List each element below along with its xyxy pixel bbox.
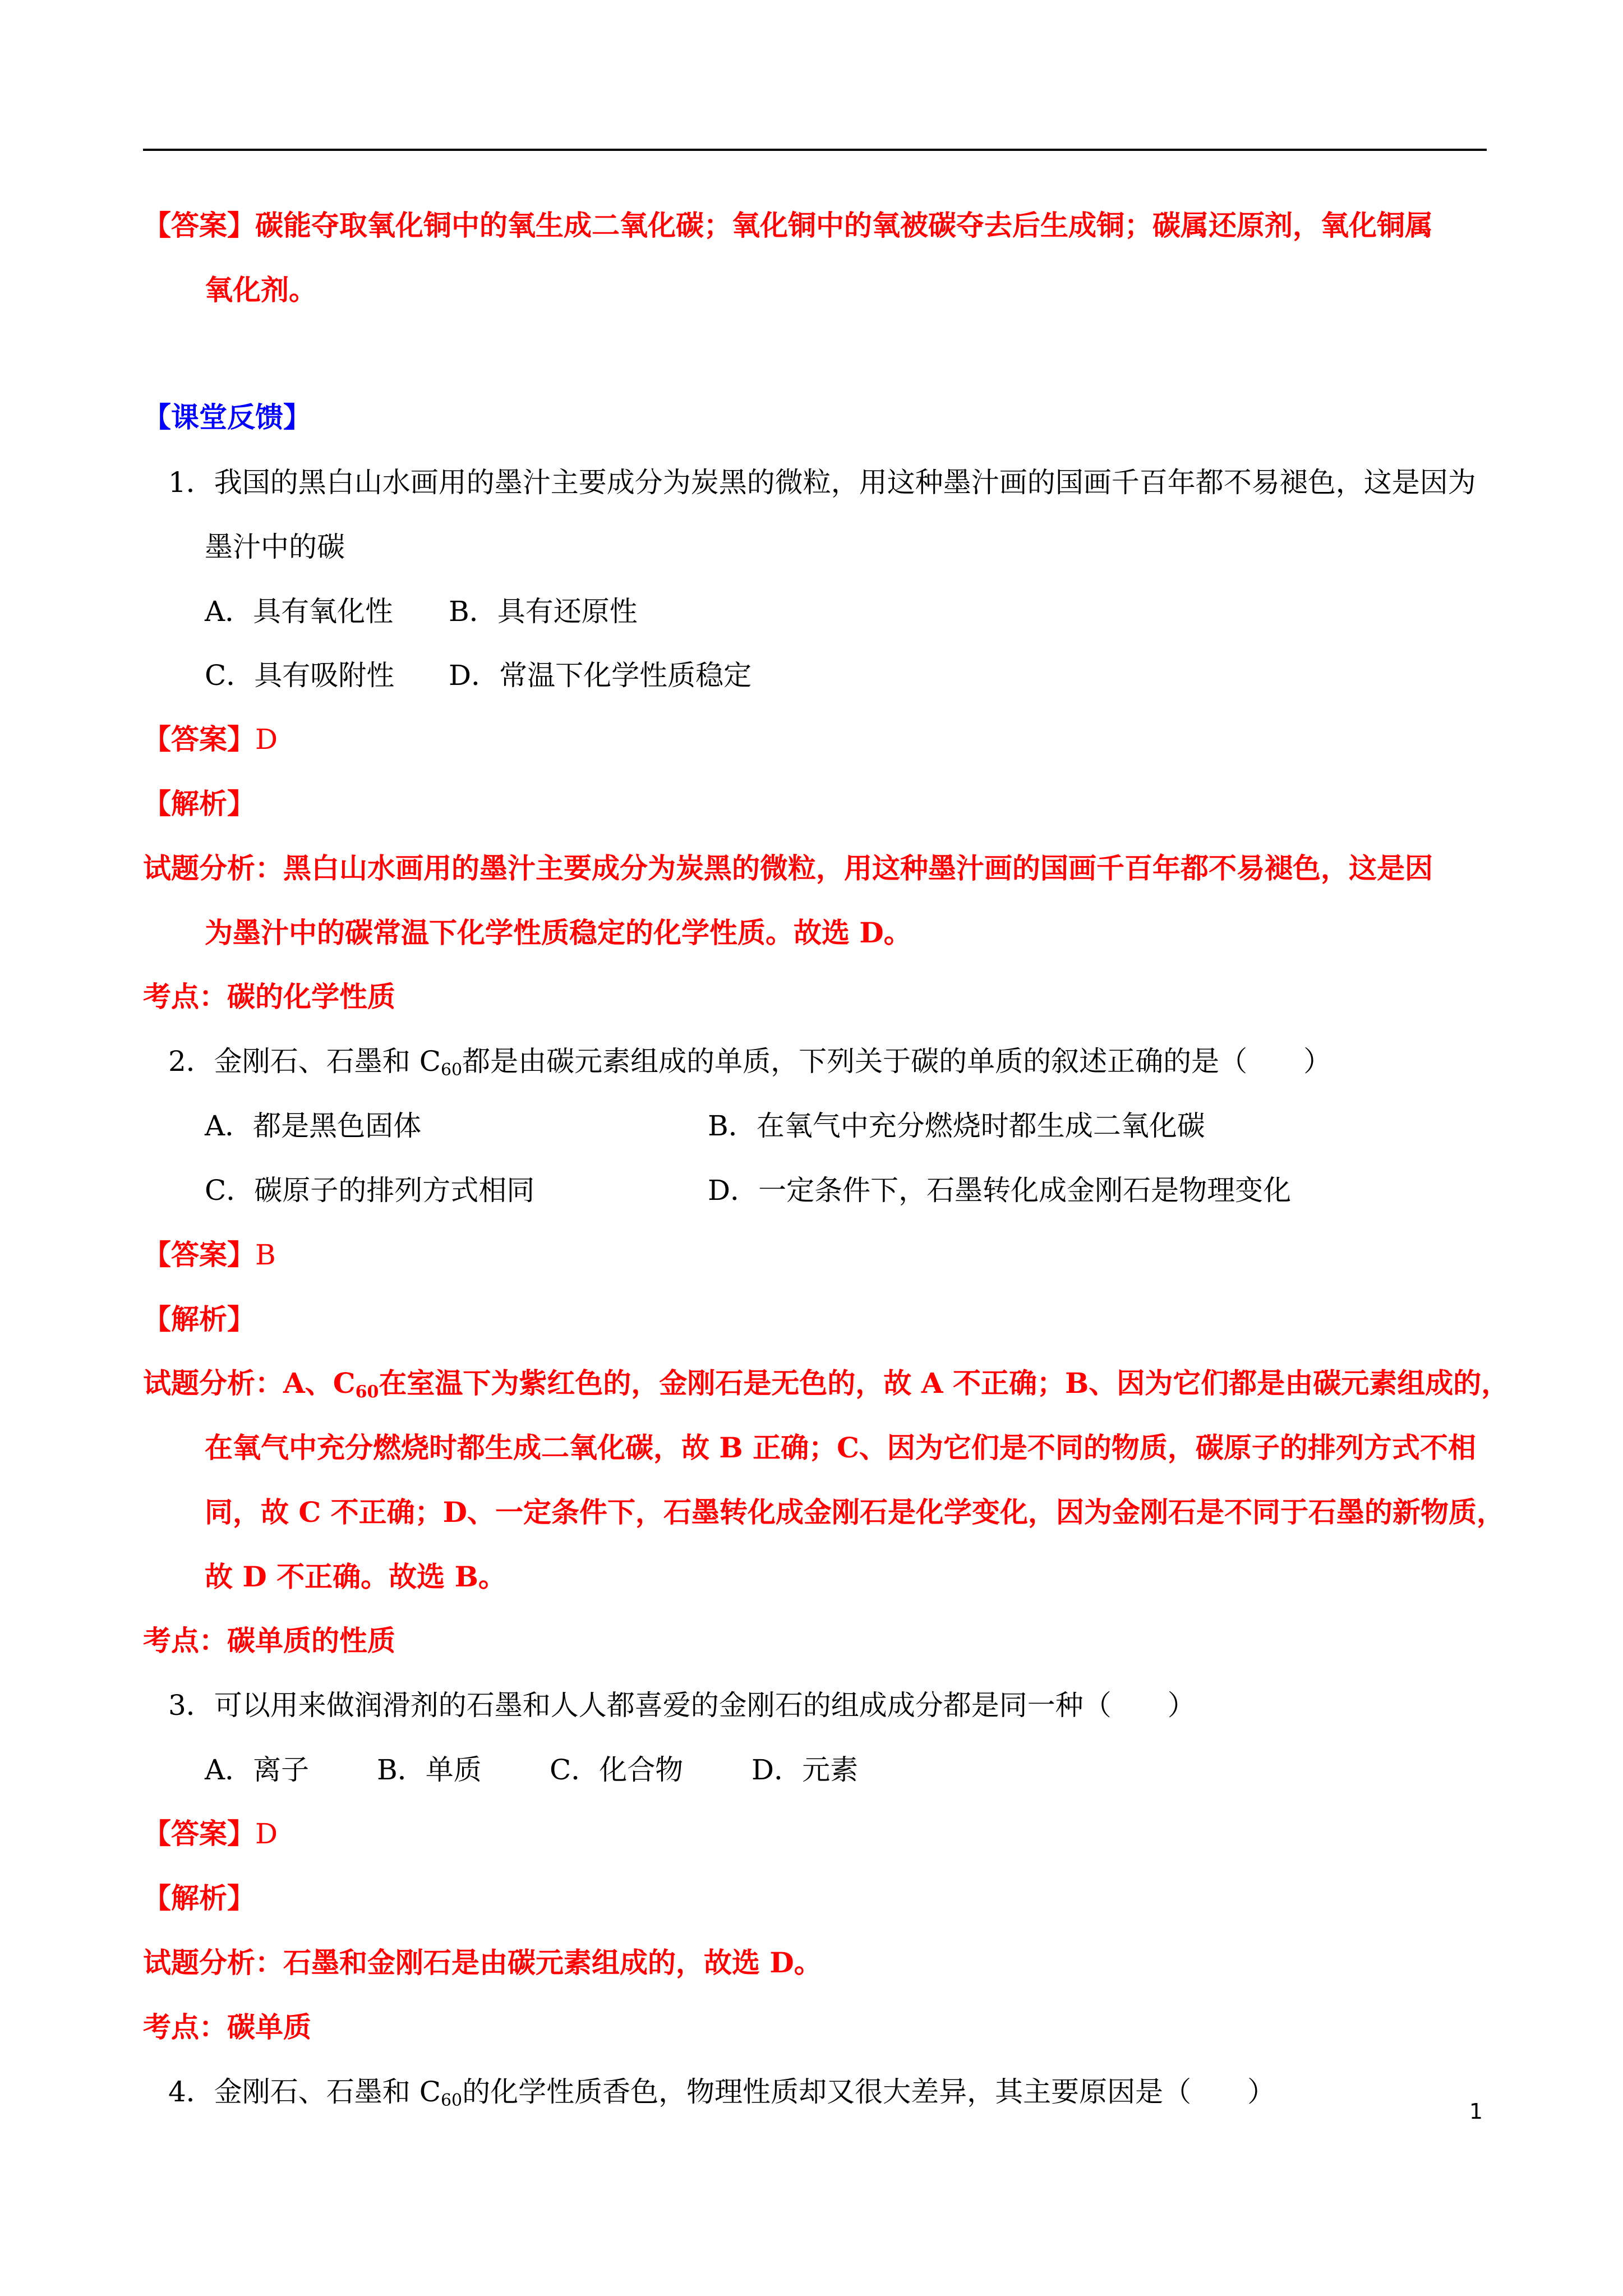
top-answer-text: 碳能夺取氧化铜中的氧生成二氧化碳；氧化铜中的氧被碳夺去后生成铜；碳属还原剂，氧化铜属	[255, 209, 1433, 242]
q2-analysis-part-a: A、C	[283, 1366, 356, 1400]
q1-kaodian	[143, 979, 395, 1015]
q2-option-a: A．都是黑色固体	[205, 1110, 422, 1142]
q3-option-b: B．单质	[377, 1754, 482, 1786]
q4-stem-part-b: 的化学性质香色，物理性质却又很大差异，其主要原因是（ ）	[462, 2076, 1276, 2108]
q1-analysis-text: 黑白山水画用的墨汁主要成分为炭黑的微粒，用这种墨汁画的国画千百年都不易褪色，这是因	[283, 852, 1433, 885]
analysis-prefix: 试题分析：	[143, 1946, 283, 1979]
answer-label: 【答案】	[143, 723, 255, 756]
q2-answer	[143, 1237, 276, 1273]
q3-option-c: C．化合物	[550, 1754, 684, 1786]
q1-option-d: D．常温下化学性质稳定	[449, 659, 752, 692]
q1-option-b: B．具有还原性	[449, 595, 638, 628]
q4-stem-part-a: 4．金刚石、石墨和 C	[168, 2076, 441, 2108]
analysis-prefix: 试题分析：	[143, 1366, 283, 1400]
q3-option-d: D．元素	[751, 1754, 859, 1786]
q2-analysis-line4: 故 D 不正确。故选 B。	[205, 1560, 506, 1593]
q3-answer-value: D	[255, 1818, 278, 1850]
q1-answer-value: D	[255, 723, 278, 756]
q3-kaodian	[143, 2009, 311, 2045]
q1-stem-line2: 墨汁中的碳	[205, 531, 345, 563]
q1-stem-line1: 1．我国的黑白山水画用的墨汁主要成分为炭黑的微粒，用这种墨汁画的国画千百年都不易褪色，这是因为	[168, 466, 1476, 499]
q2-option-d: D．一定条件下，石墨转化成金刚石是物理变化	[708, 1174, 1292, 1207]
q1-analysis-label: 【解析】	[143, 787, 255, 820]
q2-kaodian-value: 碳单质的性质	[227, 1624, 395, 1657]
q3-stem: 3．可以用来做润滑剂的石墨和人人都喜爱的金刚石的组成成分都是同一种（ ）	[168, 1689, 1196, 1722]
kaodian-label: 考点：	[143, 2010, 227, 2044]
q2-analysis-line1	[143, 1365, 1509, 1401]
answer-label: 【答案】	[143, 1817, 255, 1850]
q2-answer-value: B	[255, 1239, 276, 1271]
q4-stem-subscript: 60	[440, 2091, 463, 2110]
q2-option-b: B．在氧气中充分燃烧时都生成二氧化碳	[708, 1110, 1205, 1142]
q3-option-a: A．离子	[205, 1754, 310, 1786]
q3-analysis-text: 石墨和金刚石是由碳元素组成的，故选 D。	[283, 1946, 822, 1979]
q2-analysis-line3: 同，故 C 不正确；D、一定条件下，石墨转化成金刚石是化学变化，因为金刚石是不同于石墨的新物质，	[205, 1496, 1505, 1529]
q2-option-c: C．碳原子的排列方式相同	[205, 1174, 535, 1207]
q1-kaodian-value: 碳的化学性质	[227, 980, 395, 1013]
q1-answer	[143, 721, 278, 757]
top-answer-line1	[143, 208, 1433, 243]
answer-label: 【答案】	[143, 1238, 255, 1271]
header-rule	[143, 149, 1487, 151]
section-title: 【课堂反馈】	[143, 401, 311, 434]
top-answer-line2: 氧化剂。	[205, 273, 317, 306]
q4-stem	[168, 2074, 1275, 2110]
q2-stem-subscript: 60	[440, 1060, 463, 1080]
kaodian-label: 考点：	[143, 1624, 227, 1657]
q2-stem	[168, 1043, 1331, 1079]
answer-bracket: 【答案】	[143, 209, 255, 242]
q1-analysis-line2: 为墨汁中的碳常温下化学性质稳定的化学性质。故选 D。	[205, 916, 912, 949]
page-number: 1	[1469, 2099, 1483, 2124]
q1-option-a: A．具有氧化性	[205, 595, 394, 628]
q3-analysis-label: 【解析】	[143, 1881, 255, 1915]
q1-option-c: C．具有吸附性	[205, 659, 395, 692]
q3-analysis-line1	[143, 1945, 822, 1981]
q2-analysis-part-b: 在室温下为紫红色的，金刚石是无色的，故 A 不正确；B、因为它们都是由碳元素组成的，	[379, 1366, 1510, 1400]
q2-analysis-label: 【解析】	[143, 1303, 255, 1336]
q2-kaodian	[143, 1623, 395, 1659]
q2-analysis-subscript: 60	[355, 1382, 379, 1402]
q3-answer	[143, 1816, 278, 1852]
q2-stem-part-a: 2．金刚石、石墨和 C	[168, 1045, 441, 1078]
analysis-prefix: 试题分析：	[143, 852, 283, 885]
kaodian-label: 考点：	[143, 980, 227, 1013]
q1-analysis-line1	[143, 850, 1433, 886]
q2-stem-part-b: 都是由碳元素组成的单质，下列关于碳的单质的叙述正确的是（ ）	[462, 1045, 1332, 1078]
q2-analysis-line2: 在氧气中充分燃烧时都生成二氧化碳，故 B 正确；C、因为它们是不同的物质，碳原子的排列方式不相	[205, 1431, 1476, 1464]
q3-kaodian-value: 碳单质	[227, 2010, 311, 2044]
